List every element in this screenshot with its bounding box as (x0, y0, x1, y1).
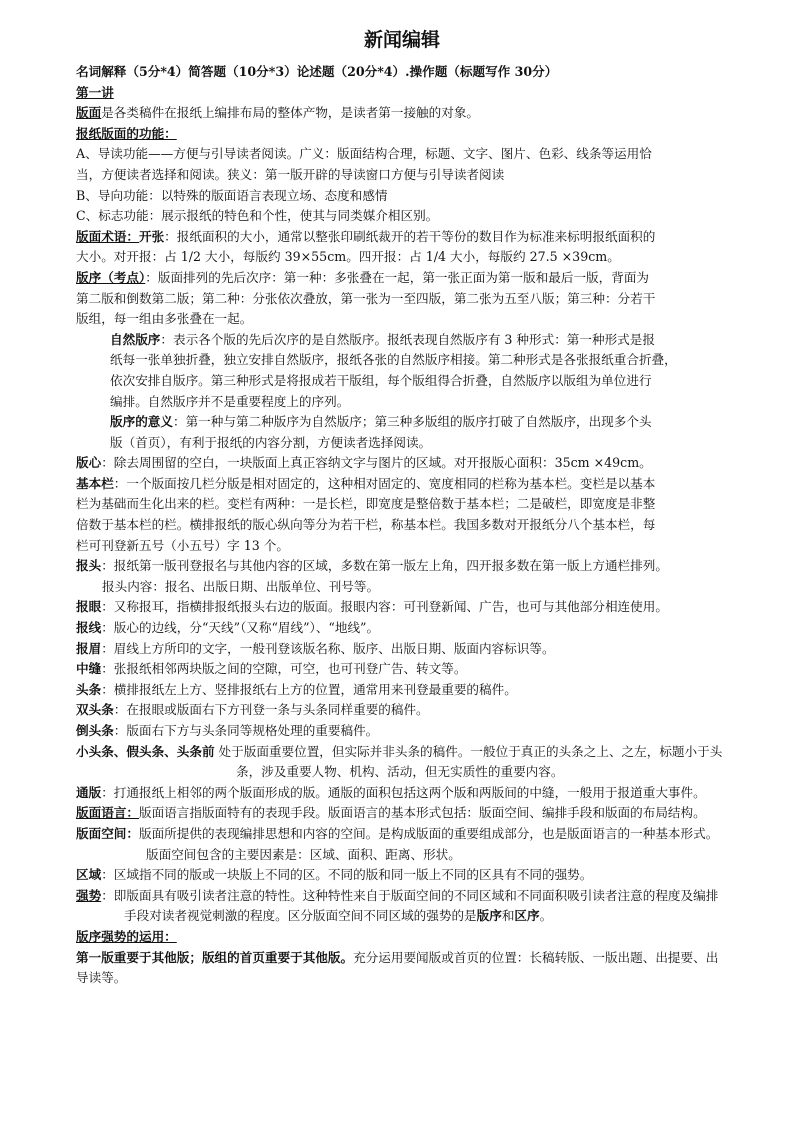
strength-order: 版序 (476, 908, 502, 924)
small-text-2: 标题小于头条，涉及重要人物、机构、活动，但无实质性的重要内容。 (236, 743, 723, 780)
small-label: 小头条、假头条、头条前 (76, 743, 215, 759)
apply-text-2: 出提要、出导读等。 (76, 949, 719, 986)
col-label: 基本栏 (76, 475, 114, 491)
order-text-1: ：版面排列的先后次序：第一种：多张叠在一起，第一张正面为第一版和最后一版，背面为 (145, 269, 650, 285)
inverted-text: ：版面右下方与头条同等规格处理的重要稿件。 (113, 723, 379, 738)
meaning-para-1 (76, 412, 728, 433)
lang-para (76, 803, 728, 824)
col-para-1 (76, 474, 728, 495)
strength-label: 强势 (76, 887, 102, 903)
document-page (76, 26, 728, 989)
strength-region-order: 区序 (514, 908, 540, 924)
order-label: 版序（考点） (76, 269, 146, 285)
function-a-2: 当，方便读者选择和阅读。狭义：第一版开辟的导读窗口方便与引导读者阅读 (76, 166, 505, 182)
col-text-4: 栏可刊登新五号（小五号）字 13 个。 (76, 537, 289, 553)
meaning-label: 版序的意义 (110, 414, 173, 430)
exam-format: 名词解释（5分*4）简答题（10分*3）论述题（20分*4）.操作题（标题写作 30分） (76, 64, 558, 79)
order-para-1 (76, 268, 728, 289)
space-text-1: 版面所提供的表现编排思想和内容的空间。是构成版面的重要组成部分，也是版面语言的一种 (138, 825, 656, 841)
double-text: ：在报眼或版面右下方刊登一条与头条同样重要的稿件。 (113, 702, 429, 718)
strength-text-2: 程度及编排手段对读者视觉刺激的程度。区分版面空间不同区域的强势的是 (124, 887, 719, 924)
col-text-1: ：一个版面按几栏分版是相对固定的，这种相对固定的、宽度相同的栏称为基本栏。变栏是以基本 (113, 475, 656, 491)
meaning-text-2: 版（首页），有利于报纸的内容分割，方便读者选择阅读。 (110, 434, 432, 450)
lang-text-2: 局结构。 (655, 805, 706, 821)
natural-text-3: 依次安排自版序。第三种形式是将报成若干版组，每个版组得合折叠，自然版序以版组为单位进行 (110, 372, 652, 388)
page-title: 新闻编辑 (363, 29, 440, 51)
lang-label: 版面语言： (76, 805, 139, 821)
spread-label: 通版 (76, 784, 102, 800)
ear-para (76, 597, 728, 618)
double-label: 双头条 (76, 702, 114, 718)
strength-and: 和 (501, 908, 515, 924)
masthead-text-1: ：报纸第一版刊登报名与其他内容的区域，多数在第一版左上角，四开报多数在第一版上方通栏排列。 (101, 558, 668, 574)
lecture-heading: 第一讲 (76, 84, 114, 100)
apply-para (76, 948, 728, 989)
natural-para-1 (76, 330, 728, 351)
line-text: ：版心的边线，分“天线”（又称“眉线”）、“地线”。 (101, 620, 380, 636)
apply-heading: 版序强势的运用： (76, 928, 177, 944)
line-para (76, 618, 728, 639)
small-para (76, 742, 728, 783)
small-text-1: 处于版面重要位置，但实际并非头条的稿件。一般位于真正的头条之上、之左， (214, 743, 660, 759)
core-label: 版心 (76, 455, 102, 471)
fold-para (76, 659, 728, 680)
region-label: 区域 (76, 867, 102, 883)
ear-label: 报眼 (76, 599, 102, 615)
apply-bold: 第一版重要于其他版；版组的首页重要于其他版。 (76, 949, 354, 965)
strength-text-1: ：即版面具有吸引读者注意的特性。这种特性来自于版面空间的不同区域和不同面积吸引读者注意的 (101, 887, 656, 903)
region-text: ：区域指不同的版或一块版上不同的区。不同的版和同一版上不同的区具有不同的强势。 (101, 867, 593, 883)
line-label: 报线 (76, 620, 102, 636)
term-layout: 版面 (76, 105, 102, 121)
fold-text: ：张报纸相邻两块版之间的空隙，可空，也可刊登广告、转文等。 (101, 661, 467, 677)
order-text-2: 第二版和倒数第二版；第二种：分张依次叠放，第一张为一至四版，第二张为五至八版；第三种：分若干 (76, 290, 656, 306)
ear-text: ：又称报耳，指横排报纸报头右边的版面。报眼内容：可刊登新闻、广告，也可与其他部分相连使用。 (101, 599, 668, 615)
function-b: B、导向功能：以特殊的版面语言表现立场、态度和感情 (76, 187, 388, 203)
function-heading: 报纸版面的功能： (76, 125, 177, 141)
region-para (76, 865, 728, 886)
natural-text-1: ：表示各个版的先后次序的是自然版序。报纸表现自然版序有 3 种形式：第一种形式是报 (160, 331, 655, 347)
space-label: 版面空间： (76, 825, 139, 841)
natural-text-2: 纸每一张单独折叠，独立安排自然版序，报纸各张的自然版序相接。第二种形式是各张报纸重合折叠， (110, 352, 677, 368)
masthead-para (76, 556, 728, 577)
natural-text-4: 编排。自然版序并不是重要程度上的序列。 (110, 393, 350, 409)
brow-label: 报眉 (76, 640, 102, 656)
masthead-label: 报头 (76, 558, 102, 574)
space-text-2: 基本形式。版面空间包含的主要因素是：区域、面积、距离、形状。 (146, 825, 719, 862)
kaizhang-text-1: ：报纸面积的大小，通常以整张印刷纸裁开的若干等份的数目作为标准来标明报纸面积的 (164, 228, 656, 244)
lang-text-1: 版面语言指版面特有的表现手段。版面语言的基本形式包括：版面空间、编排手段和版面的布 (138, 805, 656, 821)
col-text-3: 倍数于基本栏的栏。横排报纸的版心纵向等分为若干栏，称基本栏。我国多数对开报纸分八个基本栏，每 (76, 517, 656, 533)
apply-text-1: 充分运用要闻版或首页的位置：长稿转版、一版出题、 (353, 949, 656, 965)
col-text-2: 栏为基础而生化出来的栏。变栏有两种：一是长栏，即宽度是整倍数于基本栏；二是破栏，即宽度是非整 (76, 496, 656, 512)
kaizhang-text-2: 大小。对开报：占 1/2 大小，每版约 39×55cm。四开报：占 1/4 大小，每版约 27.5 ×39cm。 (76, 249, 620, 265)
lead-text: ：横排报纸左上方、竖排报纸右上方的位置，通常用来刊登最重要的稿件。 (101, 681, 517, 697)
kaizhang-label: 开张 (138, 228, 165, 244)
brow-para (76, 639, 728, 660)
fold-label: 中缝 (76, 661, 102, 677)
inverted-label: 倒头条 (76, 723, 114, 738)
space-para (76, 824, 728, 865)
strength-para (76, 886, 728, 927)
spread-text-2: 大事件。 (655, 784, 706, 800)
core-para (76, 453, 728, 474)
lead-para (76, 680, 728, 701)
masthead-text-2: 报头内容：报名、出版日期、出版单位、刊号等。 (102, 578, 380, 594)
core-text: ：除去周围留的空白，一块版面上真正容纳文字与图片的区域。对开报版心面积：35cm ×49cm。 (101, 455, 652, 471)
lead-label: 头条 (76, 681, 102, 697)
brow-text: ：眉线上方所印的文字，一般刊登该版名称、版序、出版日期、版面内容标识等。 (101, 640, 555, 656)
double-para (76, 700, 728, 721)
kaizhang-para-1 (76, 227, 728, 248)
natural-label: 自然版序 (110, 331, 161, 347)
layout-text: 是各类稿件在报纸上编排布局的整体产物，是读者第一接触的对象。 (101, 105, 479, 121)
function-a-1: A、导读功能——方便与引导读者阅读。广义：版面结构合理，标题、文字、图片、色彩、线条等运用恰 (76, 146, 652, 162)
terms-label: 版面术语： (76, 228, 139, 244)
inverted-para (76, 721, 728, 742)
function-c: C、标志功能：展示报纸的特色和个性，使其与同类媒介相区别。 (76, 208, 439, 224)
spread-para (76, 783, 728, 804)
meaning-text-1: ：第一种与第二种版序为自然版序；第三种多版组的版序打破了自然版序，出现多个头 (172, 414, 652, 430)
order-text-3: 版组，每一组由多张叠在一起。 (76, 311, 253, 327)
layout-definition (76, 103, 728, 124)
spread-text-1: ：打通报纸上相邻的两个版面形成的版。通版的面积包括这两个版和两版间的中缝，一般用于报道重 (101, 784, 656, 800)
strength-end: 。 (539, 908, 553, 924)
